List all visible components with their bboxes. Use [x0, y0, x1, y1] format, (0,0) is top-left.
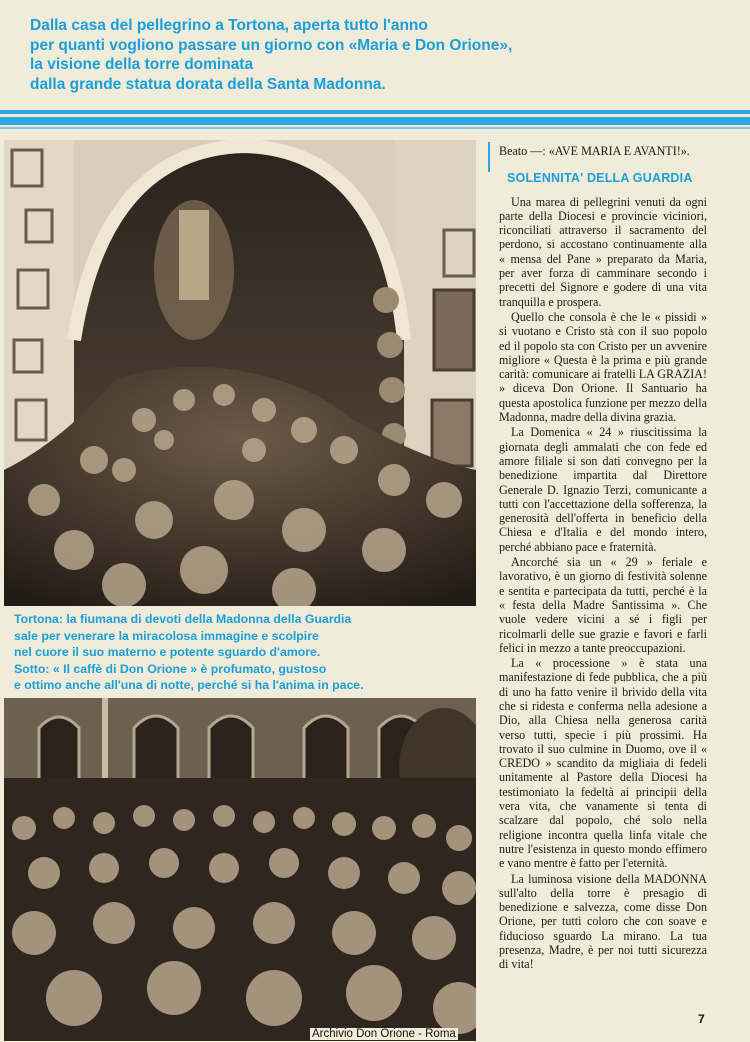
headline-line: la visione della torre dominata — [30, 56, 254, 73]
archive-watermark: Archivio Don Orione - Roma — [312, 1028, 456, 1040]
article-paragraph: Una marea di pellegrini venuti da ogni parte della Diocesi e provincie viciniori, riconciliati attraverso il sacramento del perdono, si accostano continuamente alla « mensa del Pane » preparato da Maria, per aver forza di camminare secondo i precetti del Signore e godere di una vita tranquilla e prospera. — [499, 194, 707, 309]
article-paragraph: La « processione » è stata una manifestazione di fede pubblica, che a più di uno ha fatto venire il brivido della vita che si ridesta e conferma nella adesione a Dio, alla Chiesa nella generosa carità verso tutti, specie i più prossimi. Ha trovato il suo culmine in Duomo, ove il « CREDO » scandito da migliaia di fedeli unitamente al Pastore della Diocesi ha testimoniato la fedeltà ai principii della vera vita, che vanamente si tenta di scalzare dal popolo, ché solo nella religione incontra quella linfa vitale che nutre l'esistenza in questo mondo effimero e vano mentre è fatto per l'eternità. — [499, 656, 707, 871]
header-rule — [0, 117, 750, 125]
caption-line: Sotto: « Il caffè di Don Orione » è profumato, gustoso — [14, 661, 327, 676]
courtyard-crowd-photo — [4, 698, 476, 1041]
article-paragraph: Quello che consola è che le « pissidi » si vuotano e Cristo stà con il suo popolo ed il popolo sta con Cristo per un avvenire migliore « Questa è la prima e più grande carità: comunicare ai fratelli LA GRAZIA! » diceva Don Orione. Il Santuario ha questa apostolica funzione per mezzo della Madonna, madre della divina grazia. — [499, 309, 707, 425]
article-paragraph: Ancorché sia un « 29 » feriale e lavorativo, è un giorno di festività solenne e sentita e partecipata da tutti, perché è la « festa della Madre Santissima ». Che vuole vedere vicini a sé i figli per ricolmarli delle sue grazie e favori e farli felici in mezzo a tante preoccupazioni. — [499, 555, 707, 655]
sanctuary-crowd-photo — [4, 140, 476, 606]
header-rule — [0, 110, 750, 114]
article-paragraph: La Domenica « 24 » riuscitissima la giornata degli ammalati che con fede ed amore filiale si son dati convegno per la benedizione impartita dal Direttore Generale D. Ignazio Terzi, comunicante a tutti con l'accettazione della sofferenza, la generosità dell'offerta in beneficio della Chiesa e d'Italia e del mondo intero, perché abbiano pace e fraternità. — [499, 425, 707, 554]
header-rule — [0, 127, 750, 129]
article-column — [499, 144, 707, 973]
page-number: 7 — [698, 1012, 705, 1026]
headline — [30, 16, 590, 94]
caption-line: e ottimo anche all'una di notte, perché si ha l'anima in pace. — [14, 678, 364, 693]
headline-line: Dalla casa del pellegrino a Tortona, aperta tutto l'anno — [30, 17, 428, 34]
article-lead: Beato —: «AVE MARIA E AVANTI!». — [499, 144, 690, 158]
caption-line: nel cuore il suo materno e potente sguardo d'amore. — [14, 645, 321, 660]
article-paragraph: La luminosa visione della MADONNA sull'alto della torre è presagio di benedizione e salvezza, come disse Don Orione, per tutti coloro che con soave e fiducioso sguardo La mirano. La tua presenza, Madre, è per noi tutti sicurezza di vita! — [499, 871, 707, 972]
article-heading: SOLENNITA' DELLA GUARDIA — [507, 171, 693, 186]
headline-line: dalla grande statua dorata della Santa Madonna. — [30, 75, 386, 93]
caption-line: Tortona: la fiumana di devoti della Madonna della Guardia — [14, 612, 352, 626]
caption-line: sale per venerare la miracolosa immagine e scolpire — [14, 628, 319, 643]
photo-caption — [14, 611, 474, 694]
headline-line: per quanti vogliono passare un giorno con «Maria e Don Orione», — [30, 36, 513, 54]
column-marker — [488, 142, 490, 172]
